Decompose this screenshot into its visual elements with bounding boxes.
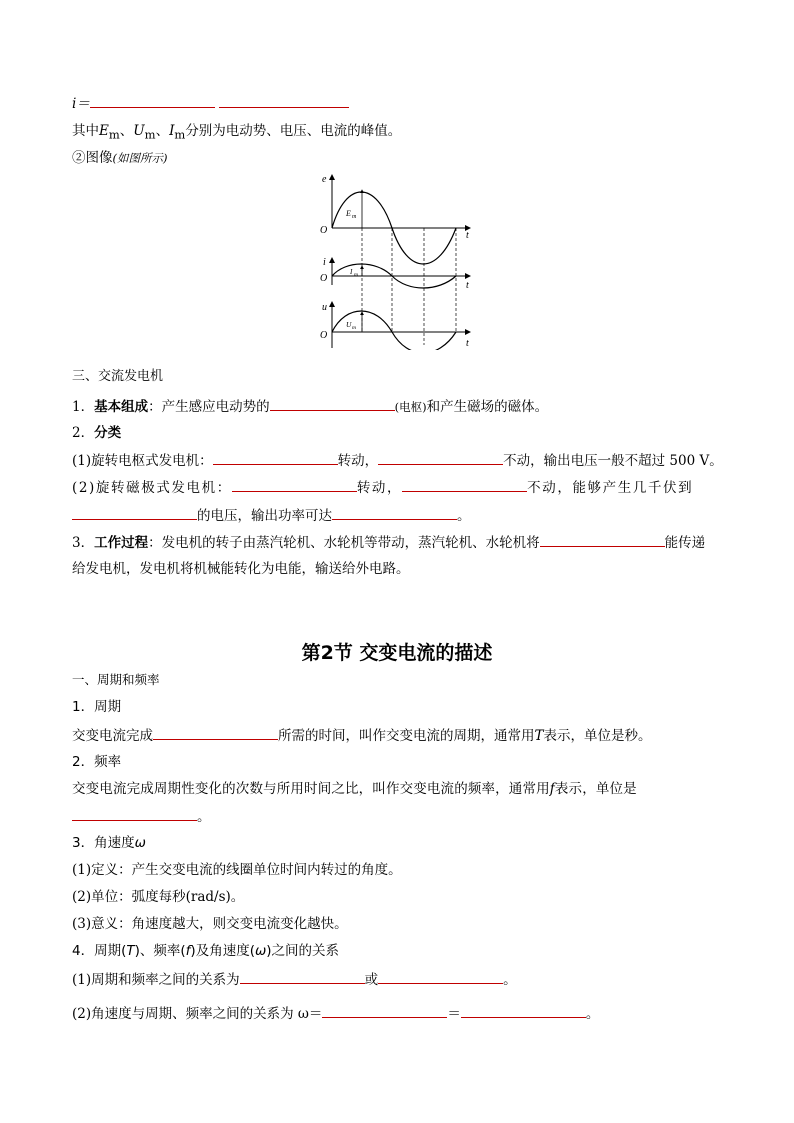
blank-rotating-pole-2[interactable] bbox=[402, 477, 527, 492]
sep-2: 、 bbox=[155, 123, 170, 139]
s1-2-pre: 交变电流完成周期性变化的次数与所用时间之比，叫作交变电流的频率，通常用 bbox=[72, 781, 550, 797]
s1-3-3: (3)意义：角速度越大，则交变电流变化越快。 bbox=[72, 916, 348, 932]
item1-post: 和产生磁场的磁体。 bbox=[426, 399, 549, 415]
symbol-im-sub: m bbox=[174, 127, 186, 142]
s1-1-body bbox=[72, 725, 652, 746]
s1-4-omega: ω bbox=[254, 943, 267, 959]
u-um-label: U bbox=[346, 320, 352, 329]
formula-i-label: i＝ bbox=[72, 96, 90, 112]
s1-4-2 bbox=[72, 1003, 599, 1024]
item1-note: (电枢) bbox=[394, 400, 427, 414]
symbol-im: I bbox=[169, 123, 175, 139]
section3-heading: 三、交流发电机 bbox=[72, 369, 164, 384]
item1-num: 1． bbox=[72, 399, 95, 415]
s1-4-title bbox=[72, 941, 339, 961]
s1-1-post-b: 表示，单位是秒。 bbox=[543, 728, 652, 744]
symbol-T: T bbox=[534, 728, 544, 744]
s1-3-title bbox=[72, 833, 146, 853]
i-t-label: t bbox=[466, 280, 469, 291]
item1-line bbox=[72, 396, 548, 417]
s1-1-post-a: 所需的时间，叫作交变电流的周期，通常用 bbox=[278, 728, 535, 744]
peaks-line bbox=[72, 121, 401, 145]
s1-heading: 一、周期和频率 bbox=[72, 672, 160, 687]
s1-4-1 bbox=[72, 969, 517, 990]
symbol-em: E bbox=[99, 123, 109, 139]
s1-4-2-post: 。 bbox=[585, 1006, 600, 1022]
item2-1-post: 不动，输出电压一般不超过 500 V。 bbox=[503, 453, 723, 469]
s1-2-title: 2．频率 bbox=[72, 754, 122, 770]
item1-label: 基本组成 bbox=[94, 399, 149, 415]
symbol-em-sub: m bbox=[108, 127, 120, 142]
e-t-label: t bbox=[466, 230, 469, 241]
blank-rotating-pole-1[interactable] bbox=[232, 477, 357, 492]
e-em-label: E bbox=[346, 209, 351, 218]
s1-4-post: )之间的关系 bbox=[266, 943, 340, 959]
s1-1-pre: 交变电流完成 bbox=[72, 728, 153, 744]
item3-post: 能传递 bbox=[664, 535, 706, 551]
item1-pre: ：产生感应电动势的 bbox=[148, 399, 270, 415]
blank-i-2[interactable] bbox=[219, 93, 349, 108]
i-axis-label: i bbox=[323, 257, 326, 268]
symbol-f: f bbox=[549, 781, 555, 797]
blank-rotating-armature-1[interactable] bbox=[213, 450, 338, 465]
u-origin: O bbox=[320, 330, 328, 341]
peaks-prefix: 其中 bbox=[72, 123, 99, 139]
u-um-sub: m bbox=[352, 325, 356, 331]
s1-2-body bbox=[72, 779, 637, 799]
s1-3-1: (1)定义：产生交变电流的线圈单位时间内转过的角度。 bbox=[72, 862, 402, 878]
item2-2-line bbox=[72, 477, 693, 498]
symbol-um-sub: m bbox=[144, 127, 156, 142]
s1-2-body2 bbox=[72, 806, 211, 827]
e-origin: O bbox=[320, 225, 328, 236]
graph-caption-note: (如图所示) bbox=[112, 151, 168, 165]
item2-1-mid: 转动， bbox=[337, 453, 379, 469]
s1-4-2-pre: (2)角速度与周期、频率之间的关系为 ω＝ bbox=[72, 1006, 323, 1022]
e-axis-label: e bbox=[322, 174, 327, 185]
i-origin: O bbox=[320, 273, 328, 284]
item2-2-pre: (2)旋转磁极式发电机： bbox=[72, 480, 232, 496]
s1-4-1-mid: 或 bbox=[364, 972, 379, 988]
s1-2-post: 表示，单位是 bbox=[554, 781, 637, 797]
graph-caption-main: ②图像 bbox=[72, 150, 113, 166]
i-im-sub: m bbox=[354, 272, 358, 278]
blank-T-f-2[interactable] bbox=[378, 969, 503, 984]
item2-1-line bbox=[72, 450, 723, 471]
s1-4-mid2: )及角速度( bbox=[190, 943, 255, 959]
u-axis-label: u bbox=[322, 302, 327, 313]
s1-1-title: 1．周期 bbox=[72, 699, 122, 715]
s1-4-mid1: )、频率( bbox=[134, 943, 186, 959]
blank-i-1[interactable] bbox=[90, 93, 215, 108]
s1-4-f: f bbox=[185, 943, 191, 959]
item2-line bbox=[72, 423, 121, 443]
i-im-label: I bbox=[350, 268, 353, 276]
item3-num: 3． bbox=[72, 535, 95, 551]
blank-voltage[interactable] bbox=[72, 505, 197, 520]
item2-2-mid: 转动， bbox=[356, 480, 403, 496]
item2-num: 2． bbox=[72, 425, 95, 441]
s1-2-post2: 。 bbox=[197, 809, 211, 825]
blank-mechanical-energy[interactable] bbox=[540, 532, 665, 547]
blank-frequency-unit[interactable] bbox=[72, 806, 197, 821]
u-curve bbox=[332, 311, 456, 350]
s1-4-pre: 4．周期( bbox=[72, 943, 127, 959]
s1-3-text: 3．角速度 bbox=[72, 835, 135, 851]
s1-4-1-pre: (1)周期和频率之间的关系为 bbox=[72, 972, 240, 988]
item3-line bbox=[72, 532, 705, 553]
item2-1-pre: (1)旋转电枢式发电机： bbox=[72, 453, 213, 469]
blank-omega-2[interactable] bbox=[461, 1003, 586, 1018]
s1-3-2: (2)单位：弧度每秒(rad/s)。 bbox=[72, 889, 245, 905]
u-t-label: t bbox=[466, 338, 469, 349]
item3b-line: 给发电机，发电机将机械能转化为电能，输送给外电路。 bbox=[72, 561, 410, 577]
section-title: 第2节 交变电流的描述 bbox=[301, 642, 493, 664]
blank-armature[interactable] bbox=[270, 396, 395, 411]
item3-pre: ：发电机的转子由蒸汽轮机、水轮机等带动，蒸汽轮机、水轮机将 bbox=[148, 535, 540, 551]
item3-label: 工作过程 bbox=[94, 535, 149, 551]
blank-rotating-armature-2[interactable] bbox=[378, 450, 503, 465]
s1-4-2-mid: ＝ bbox=[447, 1006, 461, 1022]
sep-1: 、 bbox=[119, 123, 134, 139]
blank-power[interactable] bbox=[332, 505, 457, 520]
item2-2b-line bbox=[72, 505, 471, 526]
e-em-sub: m bbox=[352, 214, 357, 220]
s1-4-1-post: 。 bbox=[503, 972, 517, 988]
item2-2b-mid: 的电压，输出功率可达 bbox=[197, 508, 332, 524]
blank-omega-1[interactable] bbox=[322, 1003, 447, 1018]
graph-caption bbox=[72, 148, 167, 168]
blank-period[interactable] bbox=[153, 725, 278, 740]
waveform-figure bbox=[310, 170, 480, 350]
item2-2-post: 不动，能够产生几千伏到 bbox=[527, 480, 694, 496]
symbol-um: U bbox=[133, 123, 145, 139]
peaks-suffix: 分别为电动势、电压、电流的峰值。 bbox=[185, 123, 402, 139]
blank-T-f-1[interactable] bbox=[240, 969, 365, 984]
item2-2b-post: 。 bbox=[457, 508, 471, 524]
formula-i-line bbox=[72, 93, 349, 114]
symbol-omega: ω bbox=[134, 835, 146, 851]
s1-4-T: T bbox=[126, 943, 135, 959]
item2-label: 分类 bbox=[94, 425, 122, 441]
